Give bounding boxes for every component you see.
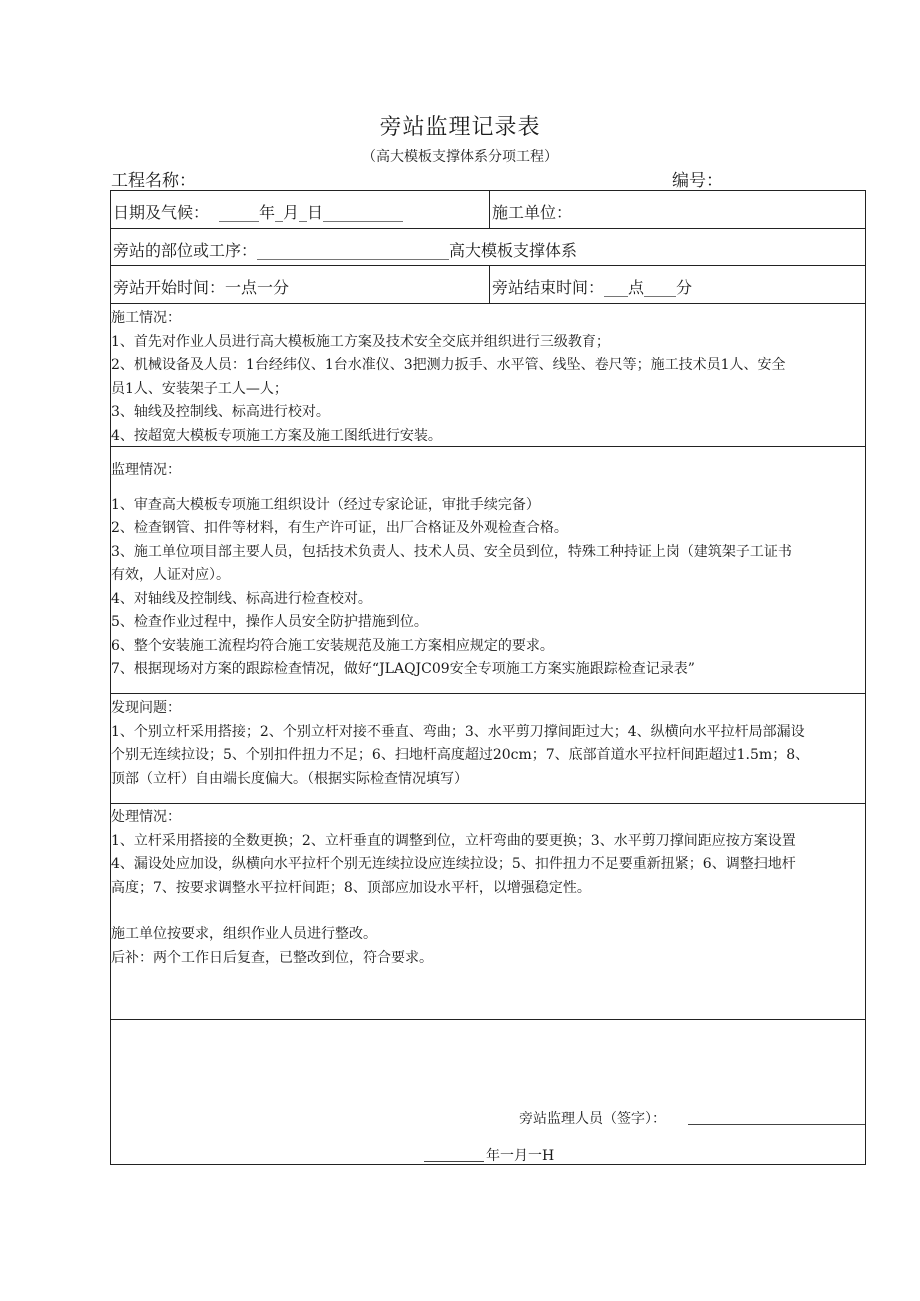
date-year-label: 年	[259, 203, 276, 222]
row-divider	[110, 446, 866, 447]
end-hour-blank: ___	[604, 278, 629, 297]
list-item: 5、检查作业过程中，操作人员安全防护措施到位。	[111, 614, 428, 630]
problems-section	[111, 697, 865, 801]
date-year-blank: _____	[219, 203, 260, 222]
start-time-row	[113, 275, 289, 298]
list-item: 6、整个安装施工流程均符合施工安装规范及施工方案相应规定的要求。	[111, 637, 554, 654]
row-divider	[110, 265, 866, 266]
handling-note: 后补：两个工作日后复查，已整改到位，符合要求。	[111, 949, 433, 966]
problems-line: 顶部（立杆）自由端长度偏大。（根据实际检查情况填写）	[111, 770, 468, 787]
problems-line: 个别无连续拉设；5、个别扣件扭力不足；6、扫地杆高度超过20cm；7、底部首道水平拉杆间距超过1.5m；8、	[111, 747, 810, 763]
row-divider	[110, 803, 866, 804]
list-item: 7、根据现场对方案的跟踪检查情况，做好“JLAQJC09安全专项施工方案实施跟踪检查记录表”	[111, 661, 695, 677]
end-hour-label: 点	[628, 278, 645, 297]
construction-unit-label: 施工单位：	[492, 203, 573, 222]
end-minute-blank: ____	[644, 278, 677, 297]
handling-section	[111, 806, 865, 1016]
location-label: 旁站的部位或工序：	[113, 241, 258, 260]
location-blank: ________________________	[257, 241, 450, 260]
section-heading: 施工情况：	[111, 310, 181, 326]
document-subtitle: （高大模板支撑体系分项工程）	[362, 149, 558, 165]
supervision-section	[111, 459, 865, 691]
date-month-label: _月	[275, 203, 300, 222]
section-heading: 监理情况：	[111, 462, 181, 478]
list-item: 员1人、安装架子工人—人；	[111, 380, 288, 397]
list-item: 4、按超宽大模板专项施工方案及施工图纸进行安装。	[111, 427, 442, 444]
list-item: 1、首先对作业人员进行高大模板施工方案及技术安全交底并组织进行三级教育；	[111, 333, 610, 350]
handling-note: 施工单位按要求，组织作业人员进行整改。	[111, 926, 377, 942]
row-divider	[110, 693, 866, 694]
row-divider	[110, 1019, 866, 1020]
list-item: 3、施工单位项目部主要人员，包括技术负责人、技术人员、安全员到位，特殊工种持证上岗（建筑架子工证书	[111, 543, 792, 560]
list-item: 4、对轴线及控制线、标高进行检查校对。	[111, 590, 372, 607]
signature-line	[688, 1124, 865, 1125]
end-time-label: 旁站结束时间：	[492, 278, 605, 297]
location-row	[113, 238, 577, 261]
row-divider	[110, 303, 866, 304]
date-day-label: _日__________	[299, 203, 404, 222]
list-item: 2、检查钢管、扣件等材料，有生产许可证，出厂合格证及外观检查合格。	[111, 520, 568, 536]
date-weather-label: 日期及气候：	[113, 203, 210, 222]
row-divider	[110, 228, 866, 229]
start-time-label: 旁站开始时间：	[113, 278, 226, 297]
project-name-label: 工程名称：	[111, 171, 196, 191]
supervisor-signature-label: 旁站监理人员（签字）：	[519, 1111, 666, 1127]
number-label: 编号：	[672, 171, 723, 191]
signature-date-blank	[424, 1161, 484, 1162]
date-weather-row	[113, 200, 403, 223]
end-time-row	[492, 275, 692, 298]
list-item: 1、审查高大模板专项施工组织设计（经过专家论证，审批手续完备）	[111, 496, 540, 513]
handling-line: 高度；7、按要求调整水平拉杆间距；8、顶部应加设水平杆，以增强稳定性。	[111, 879, 591, 896]
section-heading: 处理情况：	[111, 809, 181, 825]
location-value: 高大模板支撑体系	[449, 241, 578, 260]
section-heading: 发现问题：	[111, 700, 181, 716]
column-divider	[489, 265, 490, 303]
handling-line: 4、漏设处应加设，纵横向水平拉杆个别无连续拉设应连续拉设；5、扣件扭力不足要重新扭紧；6、调整扫地杆	[111, 856, 796, 872]
problems-line: 1、个别立杆采用搭接；2、个别立杆对接不垂直、弯曲；3、水平剪刀撑间距过大；4、纵横向水平拉杆局部漏设	[111, 723, 805, 740]
column-divider	[489, 190, 490, 228]
list-item: 有效，人证对应）。	[111, 567, 230, 583]
signature-date: 年一月一H	[486, 1148, 555, 1164]
list-item: 2、机械设备及人员：1台经纬仪、1台水准仪、3把测力扳手、水平管、线坠、卷尺等；施工技术员1人、安全	[111, 357, 786, 373]
start-time-value: 一点一分	[225, 278, 290, 297]
construction-section	[111, 307, 865, 445]
handling-line: 1、立杆采用搭接的全数更换；2、立杆垂直的调整到位，立杆弯曲的要更换；3、水平剪刀撑间距应按方案设置	[111, 832, 796, 849]
list-item: 3、轴线及控制线、标高进行校对。	[111, 404, 330, 420]
document-title: 旁站监理记录表	[379, 115, 541, 140]
end-minute-label: 分	[676, 278, 693, 297]
